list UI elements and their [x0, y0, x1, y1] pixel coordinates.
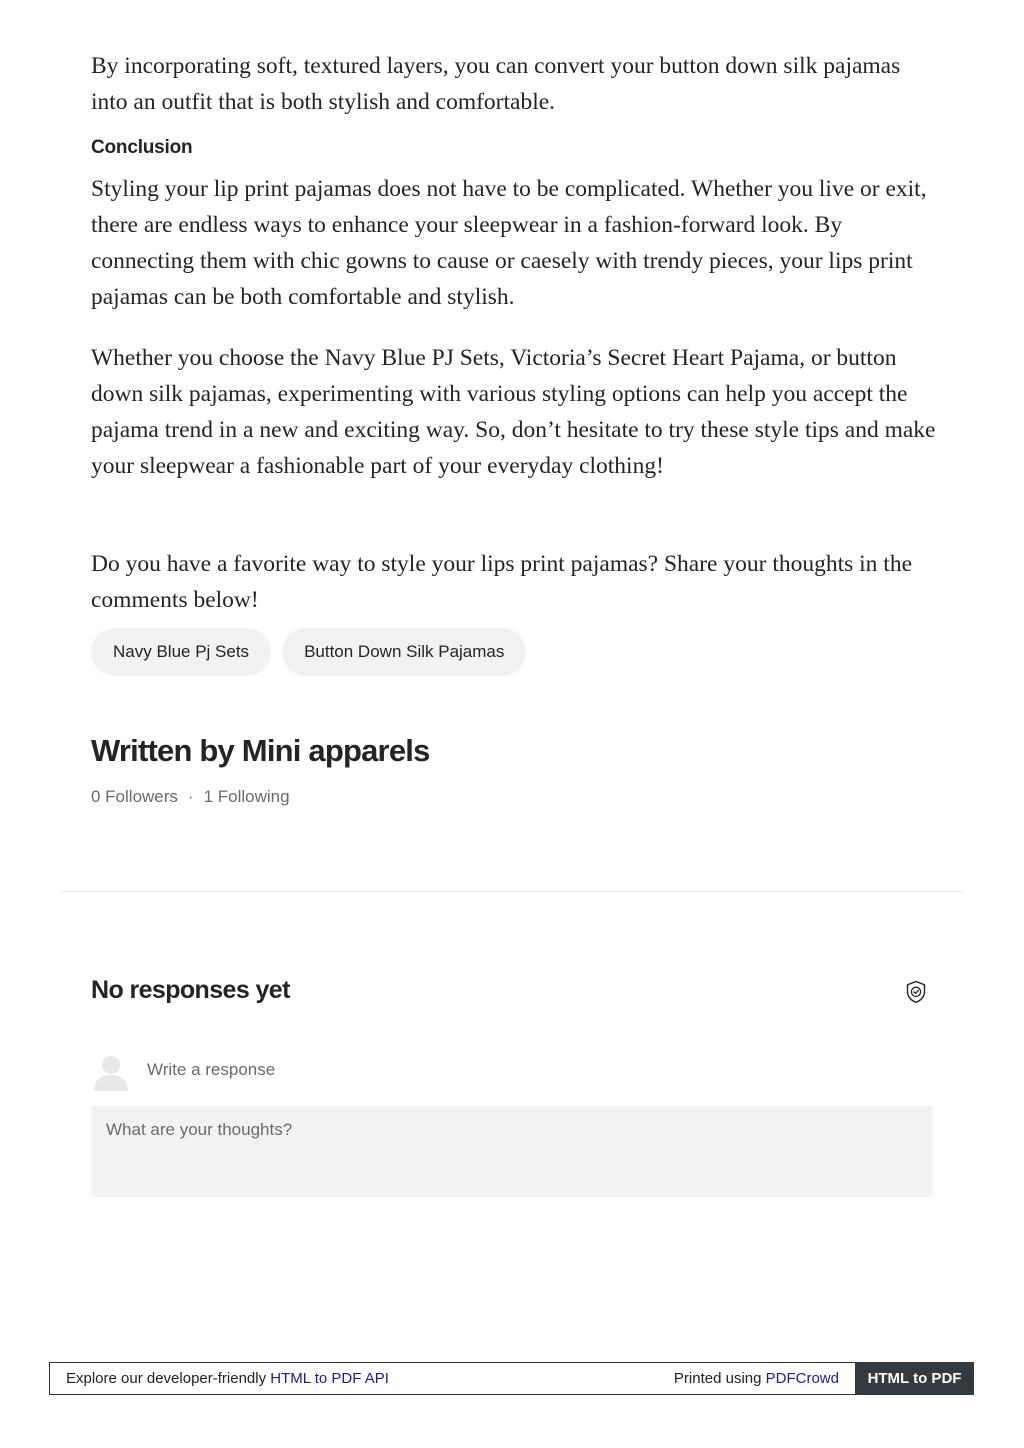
- response-placeholder: What are your thoughts?: [106, 1120, 293, 1139]
- html-to-pdf-api-link[interactable]: HTML to PDF API: [270, 1370, 389, 1387]
- footer-left: [66, 1363, 389, 1394]
- response-input[interactable]: [91, 1106, 933, 1197]
- pdfcrowd-link[interactable]: PDFCrowd: [765, 1370, 839, 1387]
- write-response-label: Write a response: [147, 1060, 276, 1079]
- author-title[interactable]: Written by Mini apparels: [91, 733, 430, 768]
- pdfcrowd-footer: [49, 1362, 974, 1395]
- avatar-icon: [91, 1051, 131, 1091]
- following-link[interactable]: 1 Following: [203, 787, 290, 806]
- tag-button-down-silk-pajamas[interactable]: Button Down Silk Pajamas: [282, 628, 526, 676]
- footer-left-text: Explore our developer-friendly: [66, 1370, 271, 1387]
- tag-list: [91, 628, 526, 676]
- meta-separator: ·: [187, 787, 194, 806]
- article-paragraph: Do you have a favorite way to style your lips print pajamas? Share your thoughts in the comments below!: [91, 551, 913, 613]
- footer-right: [674, 1363, 839, 1394]
- section-divider: [60, 891, 964, 892]
- article-paragraph: Styling your lip print pajamas does not have to be complicated. Whether you live or exit, there are endless ways to enhance your sleepwear in a fashion-forward look. By connecting them with chic gowns to cause or caesely with trendy pieces, your lips print pajamas can be both comfortable and stylish.: [91, 176, 927, 310]
- followers-link[interactable]: 0 Followers: [91, 787, 178, 806]
- tag-navy-blue-pj-sets[interactable]: Navy Blue Pj Sets: [91, 628, 271, 676]
- footer-right-text: Printed using: [673, 1370, 766, 1387]
- article-paragraph: Whether you choose the Navy Blue PJ Sets, Victoria’s Secret Heart Pajama, or button down silk pajamas, experimenting with various styling options can help you accept the pajama trend in a new and exciting way. So, don’t hesitate to try these style tips and make your sleepwear a fashionable part of your everyday clothing!: [91, 345, 936, 479]
- article-paragraph-intro: By incorporating soft, textured layers, you can convert your button down silk pajamas into an outfit that is both stylish and comfortable.: [91, 53, 901, 115]
- responses-title: No responses yet: [91, 976, 290, 1004]
- section-heading-conclusion: Conclusion: [91, 137, 193, 158]
- author-meta: [91, 787, 290, 807]
- shield-icon[interactable]: [905, 980, 927, 1004]
- html-to-pdf-button[interactable]: HTML to PDF: [855, 1362, 974, 1395]
